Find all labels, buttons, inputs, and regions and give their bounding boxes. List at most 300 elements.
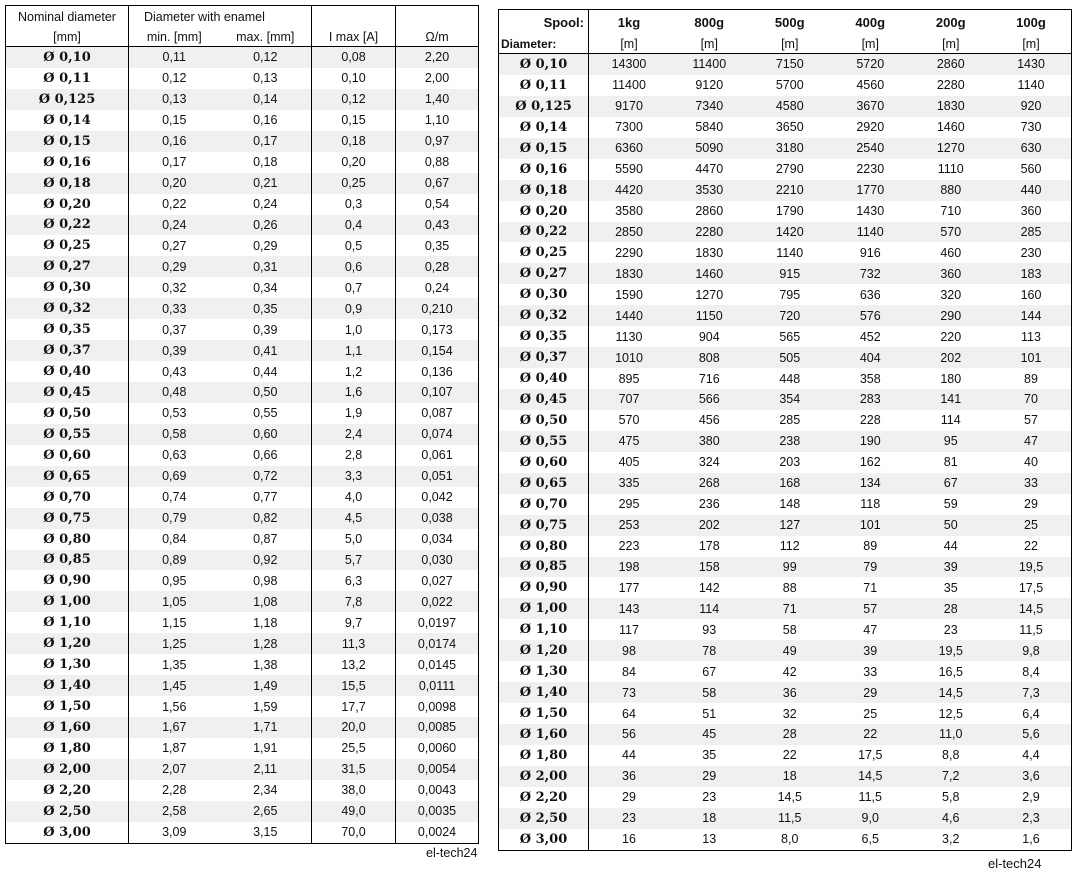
nominal-diameter-cell: Ø 0,32 xyxy=(6,298,129,319)
table-cell: 0,63 xyxy=(129,445,220,466)
nominal-diameter-cell: Ø 2,00 xyxy=(6,759,129,780)
length-cell: 1770 xyxy=(830,180,911,201)
table-cell: 1,08 xyxy=(220,591,312,612)
length-cell: 2920 xyxy=(830,117,911,138)
table-row xyxy=(499,284,1072,305)
length-cell: 505 xyxy=(750,347,831,368)
length-cell: 5840 xyxy=(669,117,750,138)
nominal-diameter-cell: Ø 0,55 xyxy=(6,424,129,445)
table-cell: 3,09 xyxy=(129,822,220,843)
length-cell: 1460 xyxy=(911,117,992,138)
table-row xyxy=(499,745,1072,766)
diameter-cell: Ø 0,85 xyxy=(499,557,589,578)
table-cell: 0,16 xyxy=(129,131,220,152)
length-cell: 98 xyxy=(589,640,670,661)
length-cell: 8,4 xyxy=(991,661,1072,682)
table-cell: 0,154 xyxy=(396,340,479,361)
table-cell: 0,11 xyxy=(129,47,220,68)
length-cell: 285 xyxy=(991,222,1072,243)
header-unit-m: [m] xyxy=(991,34,1072,54)
length-cell: 47 xyxy=(991,431,1072,452)
length-cell: 198 xyxy=(589,557,670,578)
table-cell: 0,39 xyxy=(220,319,312,340)
table-cell: 0,022 xyxy=(396,591,479,612)
length-cell: 51 xyxy=(669,703,750,724)
nominal-diameter-cell: Ø 0,60 xyxy=(6,445,129,466)
table-cell: 0,13 xyxy=(129,89,220,110)
table-cell: 0,3 xyxy=(312,194,396,215)
length-cell: 1270 xyxy=(669,284,750,305)
length-cell: 29 xyxy=(669,766,750,787)
table-cell: 1,6 xyxy=(312,382,396,403)
length-cell: 33 xyxy=(830,661,911,682)
length-cell: 190 xyxy=(830,431,911,452)
length-cell: 47 xyxy=(830,619,911,640)
table-cell: 4,5 xyxy=(312,508,396,529)
length-cell: 71 xyxy=(830,577,911,598)
header-unit-m: [m] xyxy=(589,34,670,54)
length-cell: 716 xyxy=(669,368,750,389)
table-cell: 0,69 xyxy=(129,466,220,487)
length-cell: 28 xyxy=(750,724,831,745)
diameter-cell: Ø 0,30 xyxy=(499,284,589,305)
length-cell: 22 xyxy=(830,724,911,745)
length-cell: 8,0 xyxy=(750,829,831,850)
length-cell: 29 xyxy=(991,494,1072,515)
table-row xyxy=(6,340,479,361)
length-cell: 36 xyxy=(589,766,670,787)
length-cell: 1130 xyxy=(589,326,670,347)
length-cell: 636 xyxy=(830,284,911,305)
length-cell: 1150 xyxy=(669,305,750,326)
length-cell: 33 xyxy=(991,473,1072,494)
length-cell: 1460 xyxy=(669,263,750,284)
table-cell: 0,31 xyxy=(220,256,312,277)
length-cell: 22 xyxy=(750,745,831,766)
table-row xyxy=(499,598,1072,619)
length-cell: 67 xyxy=(911,473,992,494)
table-cell: 0,50 xyxy=(220,382,312,403)
table-cell: 0,24 xyxy=(396,277,479,298)
length-cell: 570 xyxy=(589,410,670,431)
length-cell: 630 xyxy=(991,138,1072,159)
length-cell: 452 xyxy=(830,326,911,347)
length-cell: 9120 xyxy=(669,75,750,96)
table-cell: 1,25 xyxy=(129,633,220,654)
length-cell: 168 xyxy=(750,473,831,494)
length-cell: 95 xyxy=(911,431,992,452)
nominal-diameter-cell: Ø 0,70 xyxy=(6,487,129,508)
length-cell: 11,5 xyxy=(750,808,831,829)
length-cell: 7,2 xyxy=(911,766,992,787)
table-cell: 0,17 xyxy=(220,131,312,152)
length-cell: 29 xyxy=(589,787,670,808)
table-row xyxy=(499,117,1072,138)
header-unit-m: [m] xyxy=(911,34,992,54)
length-cell: 405 xyxy=(589,452,670,473)
length-cell: 4,4 xyxy=(991,745,1072,766)
diameter-cell: Ø 2,50 xyxy=(499,808,589,829)
length-cell: 3670 xyxy=(830,96,911,117)
nominal-diameter-cell: Ø 0,30 xyxy=(6,277,129,298)
length-cell: 2540 xyxy=(830,138,911,159)
length-cell: 880 xyxy=(911,180,992,201)
table-cell: 0,87 xyxy=(220,529,312,550)
length-cell: 7300 xyxy=(589,117,670,138)
length-cell: 11,0 xyxy=(911,724,992,745)
table-row xyxy=(6,780,479,801)
table-cell: 0,29 xyxy=(129,256,220,277)
table-row xyxy=(6,675,479,696)
length-cell: 228 xyxy=(830,410,911,431)
table-row xyxy=(6,215,479,236)
nominal-diameter-cell: Ø 0,22 xyxy=(6,215,129,236)
nominal-diameter-cell: Ø 1,10 xyxy=(6,612,129,633)
length-cell: 1590 xyxy=(589,284,670,305)
table-cell: 0,061 xyxy=(396,445,479,466)
diameter-cell: Ø 0,55 xyxy=(499,431,589,452)
diameter-cell: Ø 0,27 xyxy=(499,263,589,284)
header-min: min. [mm] xyxy=(129,27,220,47)
length-cell: 440 xyxy=(991,180,1072,201)
table-cell: 0,042 xyxy=(396,487,479,508)
length-cell: 5700 xyxy=(750,75,831,96)
length-cell: 113 xyxy=(991,326,1072,347)
table-row xyxy=(499,222,1072,243)
table-row xyxy=(499,640,1072,661)
length-cell: 16 xyxy=(589,829,670,850)
length-cell: 2,3 xyxy=(991,808,1072,829)
length-cell: 39 xyxy=(911,557,992,578)
table-row xyxy=(499,577,1072,598)
diameter-cell: Ø 0,75 xyxy=(499,515,589,536)
table-row xyxy=(6,738,479,759)
length-cell: 6360 xyxy=(589,138,670,159)
table-cell: 0,18 xyxy=(312,131,396,152)
length-cell: 4580 xyxy=(750,96,831,117)
length-cell: 22 xyxy=(991,536,1072,557)
table-row xyxy=(6,235,479,256)
diameter-cell: Ø 0,125 xyxy=(499,96,589,117)
table-cell: 0,25 xyxy=(312,173,396,194)
table-row xyxy=(499,96,1072,117)
table-cell: 0,41 xyxy=(220,340,312,361)
table-cell: 0,027 xyxy=(396,570,479,591)
length-cell: 158 xyxy=(669,557,750,578)
length-cell: 67 xyxy=(669,661,750,682)
nominal-diameter-cell: Ø 0,125 xyxy=(6,89,129,110)
length-cell: 14,5 xyxy=(750,787,831,808)
length-cell: 730 xyxy=(991,117,1072,138)
table-cell: 0,0174 xyxy=(396,633,479,654)
table-cell: 9,7 xyxy=(312,612,396,633)
length-cell: 44 xyxy=(911,536,992,557)
diameter-cell: Ø 0,10 xyxy=(499,54,589,75)
table-cell: 0,28 xyxy=(396,256,479,277)
table-row xyxy=(6,68,479,89)
table-row xyxy=(6,298,479,319)
length-cell: 114 xyxy=(669,598,750,619)
header-unit-m: [m] xyxy=(830,34,911,54)
nominal-diameter-cell: Ø 0,20 xyxy=(6,194,129,215)
table-cell: 2,07 xyxy=(129,759,220,780)
length-cell: 795 xyxy=(750,284,831,305)
table-row xyxy=(499,452,1072,473)
table-row xyxy=(499,389,1072,410)
length-cell: 25 xyxy=(991,515,1072,536)
length-cell: 916 xyxy=(830,242,911,263)
length-cell: 7,3 xyxy=(991,682,1072,703)
length-cell: 290 xyxy=(911,305,992,326)
table-row xyxy=(6,403,479,424)
length-cell: 4,6 xyxy=(911,808,992,829)
length-cell: 114 xyxy=(911,410,992,431)
diameter-cell: Ø 2,20 xyxy=(499,787,589,808)
length-cell: 202 xyxy=(669,515,750,536)
length-cell: 2210 xyxy=(750,180,831,201)
table-row xyxy=(6,696,479,717)
table-cell: 1,28 xyxy=(220,633,312,654)
nominal-diameter-cell: Ø 1,30 xyxy=(6,654,129,675)
table-cell: 0,39 xyxy=(129,340,220,361)
length-cell: 220 xyxy=(911,326,992,347)
table-cell: 0,35 xyxy=(396,235,479,256)
table-cell: 0,5 xyxy=(312,235,396,256)
table-cell: 15,5 xyxy=(312,675,396,696)
table-cell: 2,58 xyxy=(129,801,220,822)
length-cell: 904 xyxy=(669,326,750,347)
header-spool-size: 200g xyxy=(935,14,966,30)
table-cell: 2,00 xyxy=(396,68,479,89)
diameter-cell: Ø 0,35 xyxy=(499,326,589,347)
table-row xyxy=(499,326,1072,347)
table-cell: 25,5 xyxy=(312,738,396,759)
table-cell: 0,32 xyxy=(129,277,220,298)
length-cell: 1,6 xyxy=(991,829,1072,850)
table-row xyxy=(6,194,479,215)
diameter-cell: Ø 1,00 xyxy=(499,598,589,619)
header-diameter: Diameter: xyxy=(499,34,589,54)
table-row xyxy=(6,424,479,445)
length-cell: 143 xyxy=(589,598,670,619)
length-cell: 1420 xyxy=(750,222,831,243)
length-cell: 566 xyxy=(669,389,750,410)
table-cell: 2,34 xyxy=(220,780,312,801)
length-cell: 142 xyxy=(669,577,750,598)
length-cell: 238 xyxy=(750,431,831,452)
length-cell: 11400 xyxy=(589,75,670,96)
length-cell: 3,6 xyxy=(991,766,1072,787)
table-cell: 13,2 xyxy=(312,654,396,675)
length-cell: 71 xyxy=(750,598,831,619)
table-cell: 0,95 xyxy=(129,570,220,591)
table-row xyxy=(6,110,479,131)
table-cell: 0,24 xyxy=(220,194,312,215)
table-cell: 1,56 xyxy=(129,696,220,717)
diameter-cell: Ø 1,20 xyxy=(499,640,589,661)
nominal-diameter-cell: Ø 0,11 xyxy=(6,68,129,89)
header-diameter-with-enamel: Diameter with enamel xyxy=(129,6,312,28)
length-cell: 112 xyxy=(750,536,831,557)
diameter-cell: Ø 0,15 xyxy=(499,138,589,159)
length-cell: 1830 xyxy=(669,242,750,263)
length-cell: 1830 xyxy=(911,96,992,117)
diameter-cell: Ø 0,11 xyxy=(499,75,589,96)
length-cell: 35 xyxy=(911,577,992,598)
diameter-cell: Ø 2,00 xyxy=(499,766,589,787)
header-unit-m: [m] xyxy=(750,34,831,54)
table-cell: 1,71 xyxy=(220,717,312,738)
length-cell: 40 xyxy=(991,452,1072,473)
diameter-cell: Ø 1,10 xyxy=(499,619,589,640)
length-cell: 180 xyxy=(911,368,992,389)
table-cell: 0,34 xyxy=(220,277,312,298)
table-cell: 2,4 xyxy=(312,424,396,445)
table-row xyxy=(499,473,1072,494)
length-cell: 1270 xyxy=(911,138,992,159)
table-row xyxy=(6,591,479,612)
table-cell: 1,1 xyxy=(312,340,396,361)
length-cell: 5090 xyxy=(669,138,750,159)
diameter-cell: Ø 1,80 xyxy=(499,745,589,766)
length-cell: 117 xyxy=(589,619,670,640)
credit-label-left: el-tech24 xyxy=(426,846,478,860)
diameter-cell: Ø 0,14 xyxy=(499,117,589,138)
length-cell: 36 xyxy=(750,682,831,703)
length-cell: 808 xyxy=(669,347,750,368)
table-row xyxy=(499,515,1072,536)
table-row xyxy=(6,487,479,508)
table-cell: 0,038 xyxy=(396,508,479,529)
length-cell: 2860 xyxy=(911,54,992,75)
length-cell: 3580 xyxy=(589,201,670,222)
length-cell: 57 xyxy=(991,410,1072,431)
length-cell: 360 xyxy=(991,201,1072,222)
table-cell: 0,12 xyxy=(129,68,220,89)
table-cell: 0,12 xyxy=(312,89,396,110)
table-cell: 0,051 xyxy=(396,466,479,487)
length-cell: 223 xyxy=(589,536,670,557)
table-cell: 0,67 xyxy=(396,173,479,194)
length-cell: 2280 xyxy=(669,222,750,243)
length-cell: 1010 xyxy=(589,347,670,368)
diameter-cell: Ø 0,50 xyxy=(499,410,589,431)
table-cell: 11,3 xyxy=(312,633,396,654)
length-cell: 35 xyxy=(669,745,750,766)
table-cell: 0,0035 xyxy=(396,801,479,822)
length-cell: 93 xyxy=(669,619,750,640)
length-cell: 720 xyxy=(750,305,831,326)
length-cell: 141 xyxy=(911,389,992,410)
nominal-diameter-cell: Ø 0,40 xyxy=(6,361,129,382)
table-cell: 70,0 xyxy=(312,822,396,843)
table-row xyxy=(499,410,1072,431)
table-cell: 0,92 xyxy=(220,550,312,571)
length-cell: 7340 xyxy=(669,96,750,117)
table-cell: 0,0111 xyxy=(396,675,479,696)
length-cell: 14300 xyxy=(589,54,670,75)
nominal-diameter-cell: Ø 0,18 xyxy=(6,173,129,194)
table-row xyxy=(6,152,479,173)
length-cell: 81 xyxy=(911,452,992,473)
nominal-diameter-cell: Ø 0,14 xyxy=(6,110,129,131)
table-cell: 0,0060 xyxy=(396,738,479,759)
length-cell: 230 xyxy=(991,242,1072,263)
table-cell: 17,7 xyxy=(312,696,396,717)
diameter-cell: Ø 1,60 xyxy=(499,724,589,745)
table-cell: 0,210 xyxy=(396,298,479,319)
header-spool-size: 100g xyxy=(1016,14,1046,30)
length-cell: 324 xyxy=(669,452,750,473)
table-cell: 20,0 xyxy=(312,717,396,738)
length-cell: 4420 xyxy=(589,180,670,201)
length-cell: 5,8 xyxy=(911,787,992,808)
length-cell: 1440 xyxy=(589,305,670,326)
diameter-cell: Ø 1,30 xyxy=(499,661,589,682)
length-cell: 5720 xyxy=(830,54,911,75)
table-cell: 0,0085 xyxy=(396,717,479,738)
table-cell: 0,0197 xyxy=(396,612,479,633)
nominal-diameter-cell: Ø 0,50 xyxy=(6,403,129,424)
table-row xyxy=(6,89,479,110)
length-cell: 1110 xyxy=(911,159,992,180)
table-cell: 0,08 xyxy=(312,47,396,68)
length-cell: 283 xyxy=(830,389,911,410)
table-row xyxy=(499,703,1072,724)
table-row xyxy=(499,829,1072,850)
length-cell: 78 xyxy=(669,640,750,661)
length-cell: 11,5 xyxy=(830,787,911,808)
nominal-diameter-cell: Ø 0,25 xyxy=(6,235,129,256)
table-cell: 0,97 xyxy=(396,131,479,152)
length-cell: 460 xyxy=(911,242,992,263)
length-cell: 13 xyxy=(669,829,750,850)
nominal-diameter-cell: Ø 1,00 xyxy=(6,591,129,612)
length-cell: 5,6 xyxy=(991,724,1072,745)
length-cell: 1430 xyxy=(830,201,911,222)
nominal-diameter-cell: Ø 2,20 xyxy=(6,780,129,801)
length-cell: 2,9 xyxy=(991,787,1072,808)
table-cell: 1,18 xyxy=(220,612,312,633)
length-cell: 335 xyxy=(589,473,670,494)
table-cell: 0,77 xyxy=(220,487,312,508)
header-mm-unit: [mm] xyxy=(6,27,129,47)
length-cell: 380 xyxy=(669,431,750,452)
length-cell: 101 xyxy=(830,515,911,536)
table-row xyxy=(6,654,479,675)
length-cell: 88 xyxy=(750,577,831,598)
diameter-cell: Ø 0,18 xyxy=(499,180,589,201)
table-cell: 0,72 xyxy=(220,466,312,487)
length-cell: 320 xyxy=(911,284,992,305)
nominal-diameter-cell: Ø 0,37 xyxy=(6,340,129,361)
length-cell: 127 xyxy=(750,515,831,536)
table-cell: 2,11 xyxy=(220,759,312,780)
table-row xyxy=(6,466,479,487)
diameter-cell: Ø 0,90 xyxy=(499,577,589,598)
table-cell: 1,40 xyxy=(396,89,479,110)
table-cell: 0,98 xyxy=(220,570,312,591)
table-cell: 0,0054 xyxy=(396,759,479,780)
length-cell: 44 xyxy=(589,745,670,766)
length-cell: 1790 xyxy=(750,201,831,222)
table-row xyxy=(6,633,479,654)
length-cell: 39 xyxy=(830,640,911,661)
table-row xyxy=(6,822,479,843)
nominal-diameter-cell: Ø 0,16 xyxy=(6,152,129,173)
length-cell: 73 xyxy=(589,682,670,703)
header-spool-size: 1kg xyxy=(589,10,670,35)
